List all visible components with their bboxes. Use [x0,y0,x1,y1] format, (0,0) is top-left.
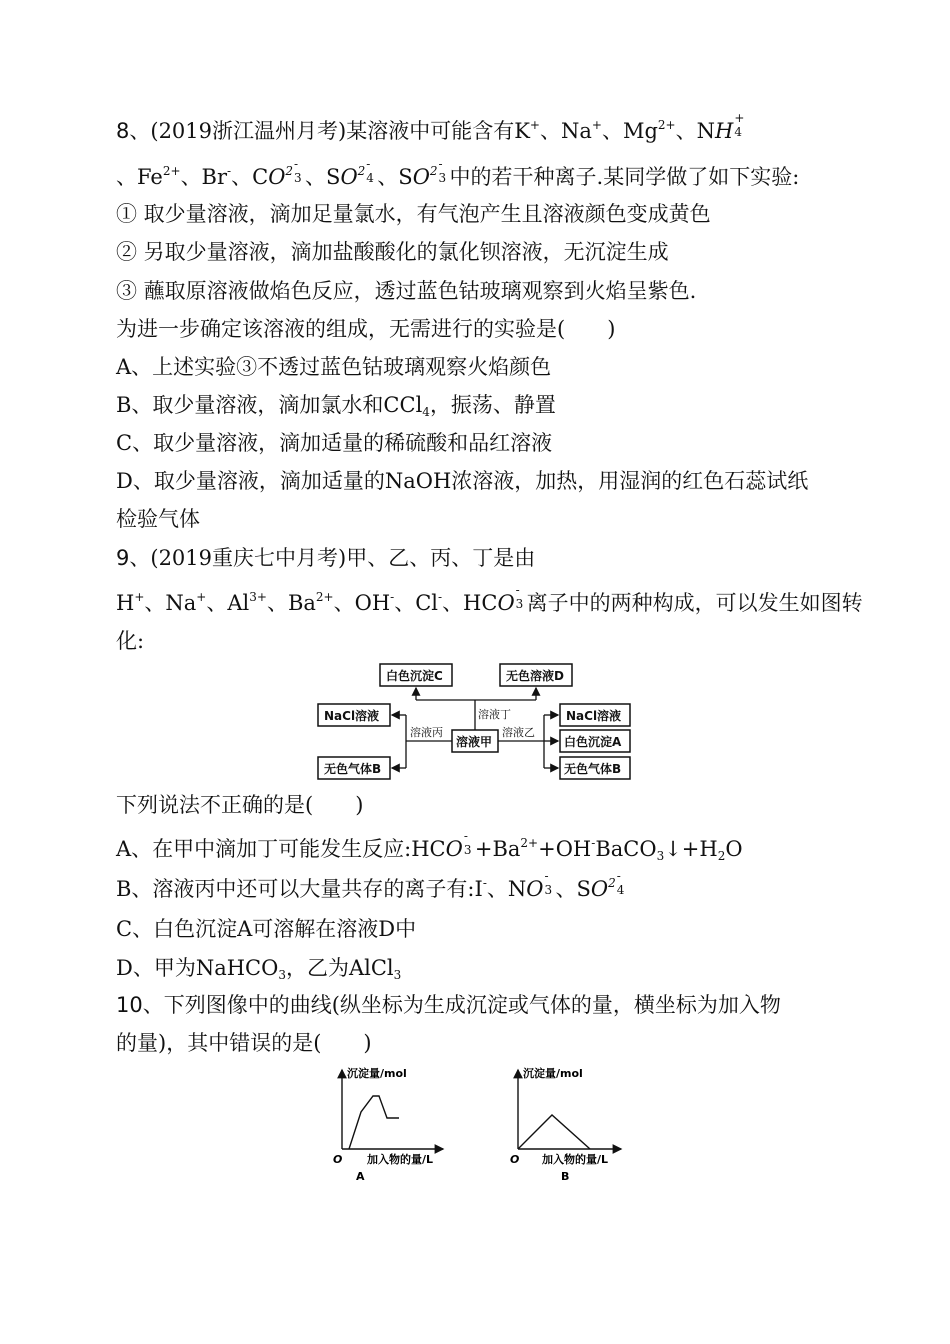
label-sol-ding: 溶液丁 [478,708,511,721]
q10-line1: 10、下列图像中的曲线(纵坐标为生成沉淀或气体的量，横坐标为加入物 [116,993,781,1017]
graph-a-origin: O [333,1153,343,1166]
graph-a-curve [349,1096,399,1149]
q8-option-d-line2: 检验气体 [116,507,200,531]
label-sol-bing: 溶液丙 [410,726,443,739]
q9-line2: H+、Na+、$Al^{3+}$、$Ba^{2+}$、OH-、Cl-、HCO - 3 离子中的两种构成，可以发生如图转 [116,583,863,615]
q8-line1: 8、(2019浙江温州月考)某溶液中可能含有K+、Na+、$Mg^{2+}$、NH + 4 [116,111,745,143]
label-nacl-left: NaCl溶液 [324,709,380,723]
label-gas-b-left: 无色气体B [324,762,382,776]
graph-a-caption: A [356,1170,365,1183]
q8-step3: ③ 蘸取原溶液做焰色反应，透过蓝色钴玻璃观察到火焰呈紫色. [116,279,697,303]
label-white-ppt-a: 白色沉淀A [564,735,622,749]
q9-option-a: A、在甲中滴加丁可能发生反应:HCO - 3 $+Ba^{2+}+OH^-BaCO_3↓+H_2O$ [116,829,743,863]
q8-line2: 、$Fe^{2+}$、Br-、$CO^2$ - 3 、$SO^2$ - 4 、$SO^2$ - 3 中的若干种离子.某同学做了如下实验: [116,157,800,189]
graph-b-caption: B [561,1170,570,1183]
graph-a-xlabel: 加入物的量/L [367,1153,434,1166]
q8-step2: ② 另取少量溶液，滴加盐酸酸化的氯化钡溶液，无沉淀生成 [116,240,669,264]
q10-line2: 的量)，其中错误的是( ) [116,1031,372,1055]
label-center: 溶液甲 [456,735,493,749]
q8-option-a: A、上述实验③不透过蓝色钴玻璃观察火焰颜色 [116,355,552,379]
ammonium-ion: H [714,119,734,143]
q8-ask: 为进一步确定该溶液的组成，无需进行的实验是( ) [116,317,616,341]
q9-option-c: C、白色沉淀A可溶解在溶液D中 [116,917,417,941]
label-gas-b-right: 无色气体B [564,762,622,776]
q10-graph-b [505,1062,635,1187]
graph-b-origin: O [510,1153,520,1166]
q8-source: (2019浙江温州月考) [150,119,347,143]
q8-option-d-line1: D、取少量溶液，滴加适量的NaOH浓溶液，加热，用湿润的红色石蕊试纸 [116,469,809,493]
graph-b-xlabel: 加入物的量/L [542,1153,609,1166]
q8-option-b: B、取少量溶液，滴加氯水和CCl$_4$，振荡、静置 [116,393,556,419]
q8-number: 8、 [116,119,151,143]
label-colorless-sol-d: 无色溶液D [506,669,564,683]
label-nacl-right: NaCl溶液 [566,709,622,723]
q9-source: (2019重庆七中月考) [150,546,347,570]
q10-number: 10、 [116,993,164,1017]
graph-b-ylabel: 沉淀量/mol [523,1067,583,1080]
q9-line1: 9、(2019重庆七中月考)甲、乙、丙、丁是由 [116,546,536,570]
q9-number: 9、 [116,546,151,570]
q9-ask: 下列说法不正确的是( ) [116,793,364,817]
label-sol-yi: 溶液乙 [502,726,535,739]
q9-reaction-diagram [310,660,640,784]
label-white-ppt-c: 白色沉淀C [386,669,443,683]
graph-b-curve [518,1115,590,1149]
q8-step1: ① 取少量溶液，滴加足量氯水，有气泡产生且溶液颜色变成黄色 [116,202,711,226]
q9-line3: 化: [116,629,145,653]
graph-a-ylabel: 沉淀量/mol [347,1067,407,1080]
q9-option-d: D、甲为NaHCO$_3$，乙为AlCl$_3$ [116,956,402,982]
q8-option-c: C、取少量溶液，滴加适量的稀硫酸和品红溶液 [116,431,553,455]
q10-graph-a [325,1062,455,1187]
q9-option-b: B、溶液丙中还可以大量共存的离子有:I-、NO - 3 、$SO^2$ - 4 [116,869,625,901]
